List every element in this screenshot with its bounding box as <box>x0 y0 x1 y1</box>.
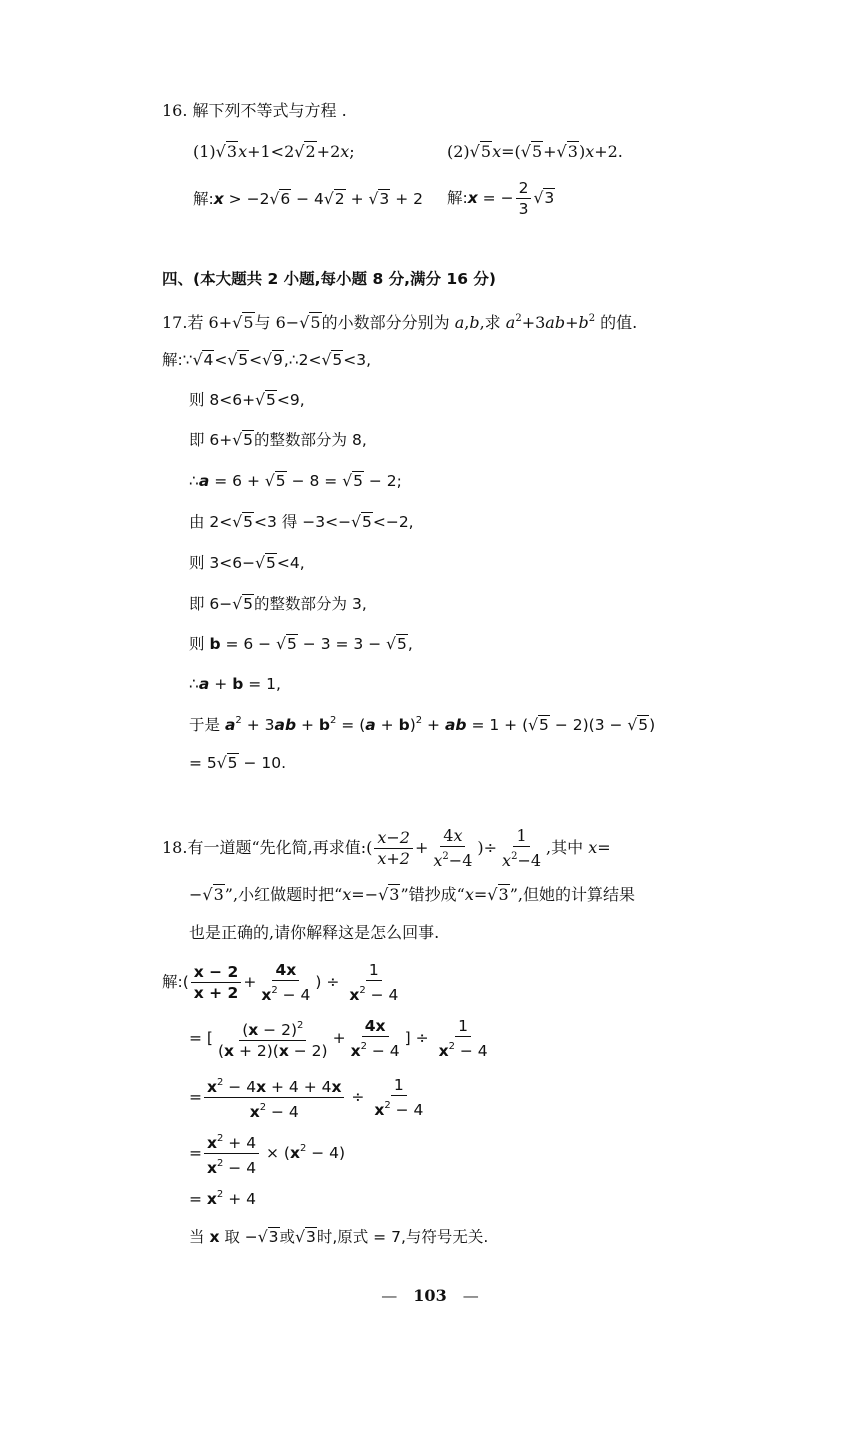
q18-sol-step-4: = $\frac{x^2 + 4}{x^2 - 4}$ × $(x^2 - 4)$ <box>189 1129 345 1178</box>
q17-sol-line-8: 则 b = 6 − √ 5 − 3 = 3 − √ 5, <box>189 633 413 655</box>
q17-sol-line-3: 即 6+√ 5的整数部分为 8, <box>189 429 367 451</box>
q18-sol-step-1: 解:( $\frac{x - 2}{x + 2}$ + $\frac{4x}{x^2 - 4}$ ) ÷ $\frac{1}{x^2 - 4}$ <box>162 961 399 1004</box>
section-4-title: 四、(本大题共 2 小题,每小题 8 分,满分 16 分) <box>162 270 496 288</box>
q17-sol-line-11: = 5√ 5 − 10. <box>189 752 286 774</box>
q16-answer1: 解:x > −2√ 6 − 4√ 2 + √ 3 + 2 <box>193 188 423 210</box>
q18-sol-conclusion: 当 x 取 −√ 3或√ 3时,原式 = 7,与符号无关. <box>189 1226 488 1248</box>
q17-sol-line-7: 即 6−√ 5的整数部分为 3, <box>189 593 367 615</box>
q18-line-1: 18.有一道题“先化简,再求值:( $\frac{x-2}{x+2}$ + $\frac{4x}{x^2-4}$ )÷ $\frac{1}{x^2-4}$ ,其中 x= <box>162 826 611 870</box>
q18-sol-step-3: = $\frac{x^2 - 4x + 4 + 4x}{x^2 - 4}$ ÷ $\frac{1}{x^2 - 4}$ <box>189 1073 428 1122</box>
q16-answer2: 解:x = − $\frac{2}{3}$ √ 3 <box>447 178 555 219</box>
q17-sol-line-1: 解:∵√ 4<√ 5<√ 9,∴2<√ 5<3, <box>162 349 371 371</box>
q18-line-2: −√ 3”,小红做题时把“x=−√ 3”错抄成“x=√ 3”,但她的计算结果 <box>189 884 635 906</box>
q17-sol-line-9: ∴a + b = 1, <box>189 675 281 693</box>
q17-sol-line-2: 则 8<6+√ 5<9, <box>189 389 305 411</box>
page-number: — 103 — <box>381 1286 479 1305</box>
q16-title: 16. 解下列不等式与方程 . <box>162 101 347 120</box>
q17-sol-line-5: 由 2<√ 5<3 得 −3<−√ 5<−2, <box>189 511 414 533</box>
q18-sol-step-5: = $x^2 + 4$ <box>189 1189 256 1208</box>
q17-sol-line-10: 于是 $a^2 + 3ab + b^2 = (a + b)^2$ + ab = 1 + (√ 5 − 2)(3 − √ 5) <box>189 710 655 736</box>
q17-sol-line-6: 则 3<6−√ 5<4, <box>189 552 305 574</box>
q18-sol-step-2: = [ $\frac{(x - 2)^2}{(x + 2)(x - 2)}$ + $\frac{4x}{x^2 - 4}$ ] ÷ $\frac{1}{x^2 - 4}$ <box>189 1017 488 1060</box>
q17-title: 17.若 6+√ 5与 6−√ 5的小数部分分别为 a,b,求 $a^2+3ab+b^2$ 的值. <box>162 308 637 334</box>
q18-line-3: 也是正确的,请你解释这是怎么回事. <box>189 923 440 942</box>
q16-part1: (1)√ 3x+1<2√ 2+2x; <box>193 141 355 163</box>
q16-part2: (2)√ 5x=(√ 5+√ 3)x+2. <box>447 141 623 163</box>
q17-sol-line-4: ∴a = 6 + √ 5 − 8 = √ 5 − 2; <box>189 470 402 492</box>
